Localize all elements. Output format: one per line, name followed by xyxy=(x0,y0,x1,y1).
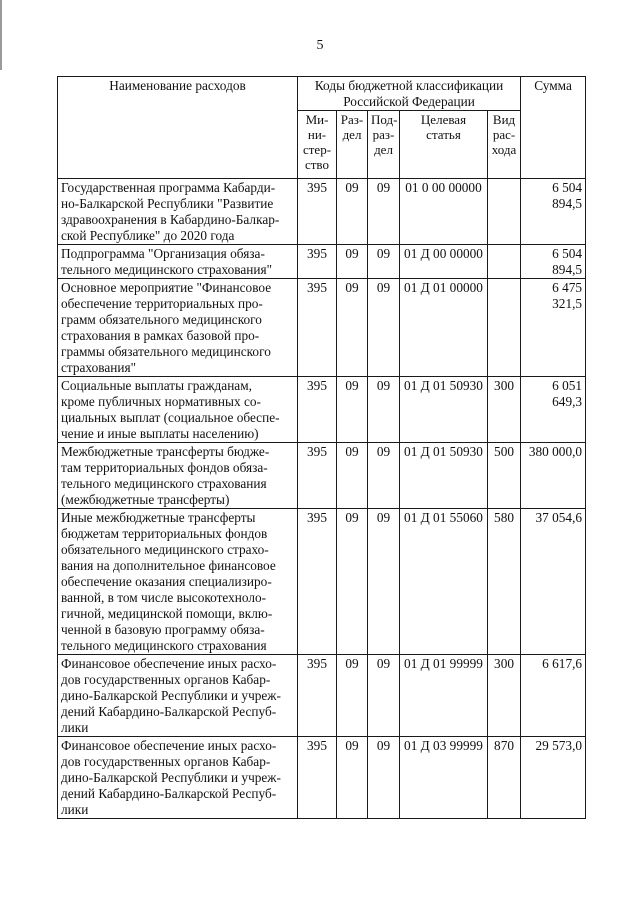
row-ministry: 395 xyxy=(298,509,337,655)
row-ministry: 395 xyxy=(298,377,337,443)
row-name: Социальные выплаты гражданам, кроме публичных нормативных со- циальных выплат (социальное обеспе- чение и иные выплаты населению) xyxy=(58,377,298,443)
row-section: 09 xyxy=(337,179,368,245)
row-name: Подпрограмма "Организация обяза- тельного медицинского страхования" xyxy=(58,245,298,279)
row-ministry: 395 xyxy=(298,443,337,509)
row-sum: 6 504 894,5 xyxy=(521,245,586,279)
row-kind: 580 xyxy=(488,509,521,655)
row-kind: 300 xyxy=(488,655,521,737)
table-row xyxy=(58,377,586,443)
row-name: Финансовое обеспечение иных расхо- дов государственных органов Кабар- дино-Балкарской Республики и учреж- дений Кабардино-Балкарской Респуб- лики xyxy=(58,737,298,819)
table-row xyxy=(58,443,586,509)
row-ministry: 395 xyxy=(298,655,337,737)
table-row xyxy=(58,179,586,245)
page-number: 5 xyxy=(316,38,324,53)
row-kind: 870 xyxy=(488,737,521,819)
row-kind: 300 xyxy=(488,377,521,443)
row-subsection: 09 xyxy=(368,245,400,279)
row-kind xyxy=(488,279,521,377)
row-ministry: 395 xyxy=(298,279,337,377)
row-name: Межбюджетные трансферты бюдже- там территориальных фондов обяза- тельного медицинского страхования (межбюджетные трансферты) xyxy=(58,443,298,509)
row-target: 01 Д 03 99999 xyxy=(400,737,488,819)
header-kind: Вид рас- хода xyxy=(488,111,521,179)
row-target: 01 0 00 00000 xyxy=(400,179,488,245)
row-section: 09 xyxy=(337,737,368,819)
row-sum: 29 573,0 xyxy=(521,737,586,819)
row-subsection: 09 xyxy=(368,655,400,737)
header-codes-group: Коды бюджетной классификации Российской Федерации xyxy=(298,77,521,111)
row-kind xyxy=(488,179,521,245)
row-kind: 500 xyxy=(488,443,521,509)
row-ministry: 395 xyxy=(298,179,337,245)
row-sum: 6 051 649,3 xyxy=(521,377,586,443)
row-target: 01 Д 01 50930 xyxy=(400,443,488,509)
row-subsection: 09 xyxy=(368,279,400,377)
table-row xyxy=(58,245,586,279)
header-sum: Сумма xyxy=(521,77,586,179)
row-subsection: 09 xyxy=(368,179,400,245)
row-section: 09 xyxy=(337,245,368,279)
row-subsection: 09 xyxy=(368,377,400,443)
budget-table xyxy=(57,76,586,819)
header-name: Наименование расходов xyxy=(58,77,298,179)
row-subsection: 09 xyxy=(368,509,400,655)
row-ministry: 395 xyxy=(298,737,337,819)
row-section: 09 xyxy=(337,655,368,737)
row-target: 01 Д 01 00000 xyxy=(400,279,488,377)
row-name: Основное мероприятие "Финансовое обеспечение территориальных про- грамм обязательного медицинского страхования в рамках базовой про- граммы обязательного медицинского страхования" xyxy=(58,279,298,377)
row-section: 09 xyxy=(337,279,368,377)
row-sum: 6 617,6 xyxy=(521,655,586,737)
row-section: 09 xyxy=(337,509,368,655)
row-name: Государственная программа Кабарди- но-Балкарской Республики "Развитие здравоохранения в Кабардино-Балкар- ской Республике" до 2020 года xyxy=(58,179,298,245)
row-sum: 6 504 894,5 xyxy=(521,179,586,245)
row-subsection: 09 xyxy=(368,737,400,819)
row-subsection: 09 xyxy=(368,443,400,509)
row-name: Финансовое обеспечение иных расхо- дов государственных органов Кабар- дино-Балкарской Республики и учреж- дений Кабардино-Балкарской Респуб- лики xyxy=(58,655,298,737)
row-section: 09 xyxy=(337,377,368,443)
scan-edge-mark xyxy=(0,0,2,70)
row-sum: 380 000,0 xyxy=(521,443,586,509)
table-row xyxy=(58,655,586,737)
row-target: 01 Д 01 55060 xyxy=(400,509,488,655)
row-target: 01 Д 01 50930 xyxy=(400,377,488,443)
row-kind xyxy=(488,245,521,279)
row-target: 01 Д 01 99999 xyxy=(400,655,488,737)
header-subsection: Под- раз- дел xyxy=(368,111,400,179)
row-sum: 6 475 321,5 xyxy=(521,279,586,377)
header-section: Раз- дел xyxy=(337,111,368,179)
row-target: 01 Д 00 00000 xyxy=(400,245,488,279)
table-row xyxy=(58,737,586,819)
header-ministry: Ми- ни- стер- ство xyxy=(298,111,337,179)
row-sum: 37 054,6 xyxy=(521,509,586,655)
table-row xyxy=(58,509,586,655)
header-target: Целевая статья xyxy=(400,111,488,179)
row-name: Иные межбюджетные трансферты бюджетам территориальных фондов обязательного медицинского страхо- вания на дополнительное финансовое обеспечение оказания специализиро- ванной, в том числе высокотехноло- гичной, медицинской помощи, вклю- ченной в базовую программу обяза- тельного медицинского страхования xyxy=(58,509,298,655)
table-row xyxy=(58,279,586,377)
row-section: 09 xyxy=(337,443,368,509)
row-ministry: 395 xyxy=(298,245,337,279)
